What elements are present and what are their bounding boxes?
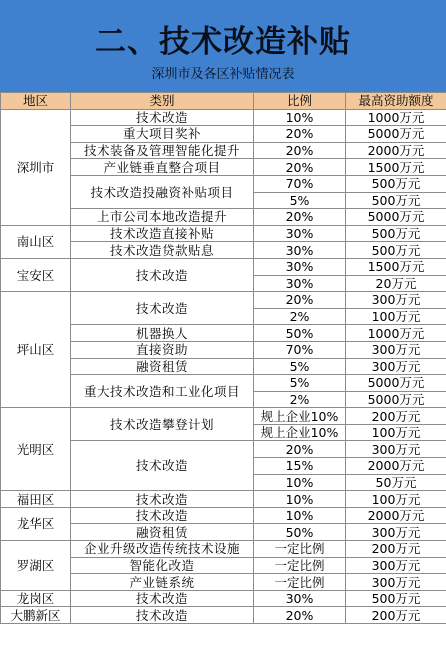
category-cell: 技术改造贷款贴息 [71,242,254,259]
ratio-cell: 20% [254,126,346,143]
header-region: 地区 [1,93,71,110]
region-cell: 深圳市 [1,109,71,225]
amount-cell: 1000万元 [346,109,446,126]
header-max-amount: 最高资助额度 [346,93,446,110]
ratio-cell: 20% [254,607,346,624]
category-cell: 直接资助 [71,341,254,358]
category-cell: 企业升级改造传统技术设施 [71,541,254,558]
ratio-cell: 50% [254,325,346,342]
ratio-cell: 10% [254,474,346,491]
category-cell: 技术改造攀登计划 [71,408,254,441]
ratio-cell: 一定比例 [254,574,346,591]
page-title: 二、技术改造补贴 [95,24,351,60]
header-ratio: 比例 [254,93,346,110]
ratio-cell: 30% [254,242,346,259]
category-cell: 机器换人 [71,325,254,342]
amount-cell: 5000万元 [346,391,446,408]
category-cell: 重大项目奖补 [71,126,254,143]
amount-cell: 500万元 [346,175,446,192]
ratio-cell: 30% [254,275,346,292]
ratio-cell: 30% [254,258,346,275]
table-row [1,292,446,309]
amount-cell: 5000万元 [346,126,446,143]
amount-cell: 500万元 [346,590,446,607]
amount-cell: 1500万元 [346,258,446,275]
category-cell: 智能化改造 [71,557,254,574]
ratio-cell: 20% [254,159,346,176]
page-subtitle: 深圳市及各区补贴情况表 [151,67,295,82]
amount-cell: 200万元 [346,607,446,624]
category-cell: 融资租赁 [71,358,254,375]
category-cell: 技术改造 [71,109,254,126]
table-row [1,590,446,607]
ratio-cell: 10% [254,491,346,508]
category-cell: 融资租赁 [71,524,254,541]
category-cell: 技术改造直接补贴 [71,225,254,242]
amount-cell: 300万元 [346,574,446,591]
amount-cell: 300万元 [346,292,446,309]
ratio-cell: 70% [254,341,346,358]
region-cell: 南山区 [1,225,71,258]
region-cell: 宝安区 [1,258,71,291]
category-cell: 重大技术改造和工业化项目 [71,375,254,408]
amount-cell: 1500万元 [346,159,446,176]
header-category: 类别 [71,93,254,110]
ratio-cell: 5% [254,192,346,209]
ratio-cell: 5% [254,375,346,392]
amount-cell: 50万元 [346,474,446,491]
table-row [1,225,446,242]
amount-cell: 300万元 [346,341,446,358]
region-cell: 光明区 [1,408,71,491]
ratio-cell: 20% [254,209,346,226]
ratio-cell: 5% [254,358,346,375]
region-cell: 大鹏新区 [1,607,71,624]
category-cell: 技术改造 [71,590,254,607]
category-cell: 技术改造 [71,507,254,524]
region-cell: 罗湖区 [1,541,71,591]
ratio-cell: 2% [254,308,346,325]
category-cell: 技术装备及管理智能化提升 [71,142,254,159]
table-row [1,507,446,524]
ratio-cell: 2% [254,391,346,408]
amount-cell: 500万元 [346,192,446,209]
table-row [1,541,446,558]
region-cell: 龙岗区 [1,590,71,607]
ratio-cell: 30% [254,225,346,242]
ratio-cell: 15% [254,458,346,475]
category-cell: 技术改造 [71,441,254,491]
region-cell: 龙华区 [1,507,71,540]
amount-cell: 500万元 [346,225,446,242]
ratio-cell: 一定比例 [254,541,346,558]
amount-cell: 5000万元 [346,209,446,226]
ratio-cell: 30% [254,590,346,607]
amount-cell: 2000万元 [346,507,446,524]
amount-cell: 100万元 [346,491,446,508]
subsidy-table [0,92,446,624]
table-row [1,109,446,126]
amount-cell: 300万元 [346,358,446,375]
amount-cell: 100万元 [346,308,446,325]
table-header-row [1,93,446,110]
category-cell: 技术改造 [71,607,254,624]
region-cell: 福田区 [1,491,71,508]
category-cell: 技术改造投融资补贴项目 [71,175,254,208]
amount-cell: 300万元 [346,557,446,574]
category-cell: 技术改造 [71,292,254,325]
ratio-cell: 20% [254,292,346,309]
ratio-cell: 一定比例 [254,557,346,574]
table-row [1,408,446,425]
amount-cell: 500万元 [346,242,446,259]
amount-cell: 200万元 [346,408,446,425]
category-cell: 产业链系统 [71,574,254,591]
ratio-cell: 规上企业10% [254,408,346,425]
ratio-cell: 10% [254,109,346,126]
ratio-cell: 50% [254,524,346,541]
ratio-cell: 70% [254,175,346,192]
amount-cell: 2000万元 [346,142,446,159]
category-cell: 上市公司本地改造提升 [71,209,254,226]
ratio-cell: 20% [254,142,346,159]
amount-cell: 1000万元 [346,325,446,342]
category-cell: 产业链垂直整合项目 [71,159,254,176]
amount-cell: 100万元 [346,424,446,441]
category-cell: 技术改造 [71,258,254,291]
table-row [1,258,446,275]
ratio-cell: 20% [254,441,346,458]
region-cell: 坪山区 [1,292,71,408]
amount-cell: 300万元 [346,441,446,458]
table-row [1,607,446,624]
category-cell: 技术改造 [71,491,254,508]
amount-cell: 200万元 [346,541,446,558]
amount-cell: 2000万元 [346,458,446,475]
amount-cell: 300万元 [346,524,446,541]
amount-cell: 20万元 [346,275,446,292]
ratio-cell: 规上企业10% [254,424,346,441]
amount-cell: 5000万元 [346,375,446,392]
table-row [1,491,446,508]
ratio-cell: 10% [254,507,346,524]
